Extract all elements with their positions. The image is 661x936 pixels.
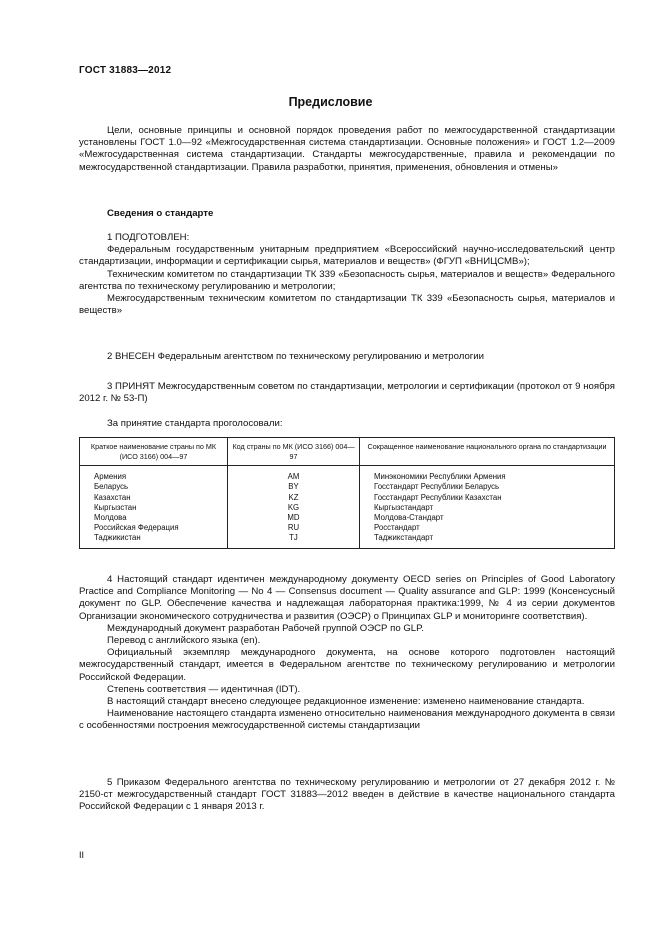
table-row <box>80 523 615 533</box>
country-cell: Армения <box>80 466 228 483</box>
code-cell: AM <box>228 466 360 483</box>
country-cell: Российская Федерация <box>80 523 228 533</box>
section-2 <box>79 351 615 363</box>
section-1-paragraph-3: Межгосударственным техническим комитетом по стандартизации ТК 339 «Безопасность сырья, материалов и веществ» <box>79 293 615 317</box>
section-heading: Сведения о стандарте <box>107 208 214 219</box>
standard-code-header: ГОСТ 31883—2012 <box>79 65 172 76</box>
authority-cell: Кыргызстандарт <box>360 503 615 513</box>
section-4-paragraph-3: Перевод с английского языка (en). <box>107 635 261 647</box>
section-1-paragraph-1: Федеральным государственным унитарным предприятием «Всероссийский научно-исследовательский центр стандартизации, информации и сертификации сырья, материалов и веществ» (ФГУП «ВНИЦСМВ»); <box>79 244 615 268</box>
section-4-paragraph-4: Официальный экземпляр международного документа, на основе которого подготовлен настоящий межгосударственный стандарт, имеется в Федеральном агентстве по техническому регулированию и метрологии Российской Федерации. <box>79 647 615 683</box>
authority-cell: Таджикстандарт <box>360 533 615 548</box>
code-cell: MD <box>228 513 360 523</box>
country-cell: Беларусь <box>80 482 228 492</box>
country-cell: Таджикистан <box>80 533 228 548</box>
page-number: II <box>79 850 85 860</box>
section-4-paragraph-6: В настоящий стандарт внесено следующее редакционное изменение: изменено наименование стандарта. <box>107 696 585 708</box>
table-row <box>80 533 615 548</box>
column-header-country: Краткое наименование страны по МК (ИСО 3166) 004—97 <box>80 438 228 466</box>
section-5 <box>79 777 615 814</box>
table-row <box>80 482 615 492</box>
section-2-paragraph: 2 ВНЕСЕН Федеральным агентством по техническому регулированию и метрологии <box>107 351 485 362</box>
section-3 <box>79 381 615 405</box>
section-1-paragraph-2: Техническим комитетом по стандартизации ТК 339 «Безопасность сырья, материалов и веществ» Федерального агентства по техническому регулированию и метрологии; <box>79 268 615 292</box>
column-header-authority: Сокращенное наименование национального органа по стандартизации <box>360 438 615 466</box>
voting-countries-table <box>79 437 615 549</box>
country-cell: Молдова <box>80 513 228 523</box>
vote-intro-text: За принятие стандарта проголосовали: <box>107 418 283 429</box>
intro-block <box>79 125 615 174</box>
code-cell: KZ <box>228 493 360 503</box>
authority-cell: Минэкономики Республики Армения <box>360 466 615 483</box>
column-header-code: Код страны по МК (ИСО 3166) 004—97 <box>228 438 360 466</box>
section-4 <box>79 574 615 733</box>
table-header-row <box>80 438 615 466</box>
code-cell: KG <box>228 503 360 513</box>
section-4-paragraph-7: Наименование настоящего стандарта изменено относительно наименования международного документа в связи с особенностями построения межгосударственной системы стандартизации <box>79 708 615 732</box>
section-1-label: 1 ПОДГОТОВЛЕН: <box>107 232 190 243</box>
country-cell: Кыргызстан <box>80 503 228 513</box>
code-cell: TJ <box>228 533 360 548</box>
country-cell: Казахстан <box>80 493 228 503</box>
table-row <box>80 503 615 513</box>
table-row <box>80 493 615 503</box>
section-4-paragraph-5: Степень соответствия — идентичная (IDT). <box>107 683 301 695</box>
section-1 <box>79 232 615 317</box>
vote-intro <box>79 418 615 430</box>
section-5-paragraph: 5 Приказом Федерального агентства по техническому регулированию и метрологии от 27 декабря 2012 г. № 2150-ст межгосударственный стандарт ГОСТ 31883—2012 введен в действие в качестве национального стандарта Российской Федерации с 1 января 2013 г. <box>79 777 615 813</box>
section-4-paragraph-2: Международный документ разработан Рабочей группой ОЭСР по GLP. <box>107 622 424 634</box>
code-cell: BY <box>228 482 360 492</box>
code-cell: RU <box>228 523 360 533</box>
page-title: Предисловие <box>288 95 373 109</box>
authority-cell: Госстандарт Республики Беларусь <box>360 482 615 492</box>
intro-paragraph: Цели, основные принципы и основной порядок проведения работ по межгосударственной стандартизации установлены ГОСТ 1.0—92 «Межгосударственная система стандартизации. Основные положения» и ГОСТ 1.2—2009 «Межгосударственная система стандартизации. Стандарты межгосударственные, правила и рекомендации по межгосударственной стандартизации. Правила разработки, принятия, применения, обновления и отмены» <box>79 125 615 173</box>
authority-cell: Молдова-Стандарт <box>360 513 615 523</box>
section-4-paragraph-1: 4 Настоящий стандарт идентичен международному документу OECD series on Principles of Good Laboratory Practice and Compliance Monitoring — No 4 — Consensus document — Quality assurance and GLP: 1999 (Консенсусный документ по GLP. Обеспечение качества и надлежащая лабораторная практика:1999, № 4 из серии документов Организации экономического сотрудничества и развития (ОЭСР) о Принципах GLP и мониторинге соответствия). <box>79 574 615 622</box>
section-3-paragraph: 3 ПРИНЯТ Межгосударственным советом по стандартизации, метрологии и сертификации (протокол от 9 ноября 2012 г. № 53-П) <box>79 381 615 405</box>
table-row <box>80 466 615 483</box>
table-row <box>80 513 615 523</box>
authority-cell: Госстандарт Республики Казахстан <box>360 493 615 503</box>
authority-cell: Росстандарт <box>360 523 615 533</box>
